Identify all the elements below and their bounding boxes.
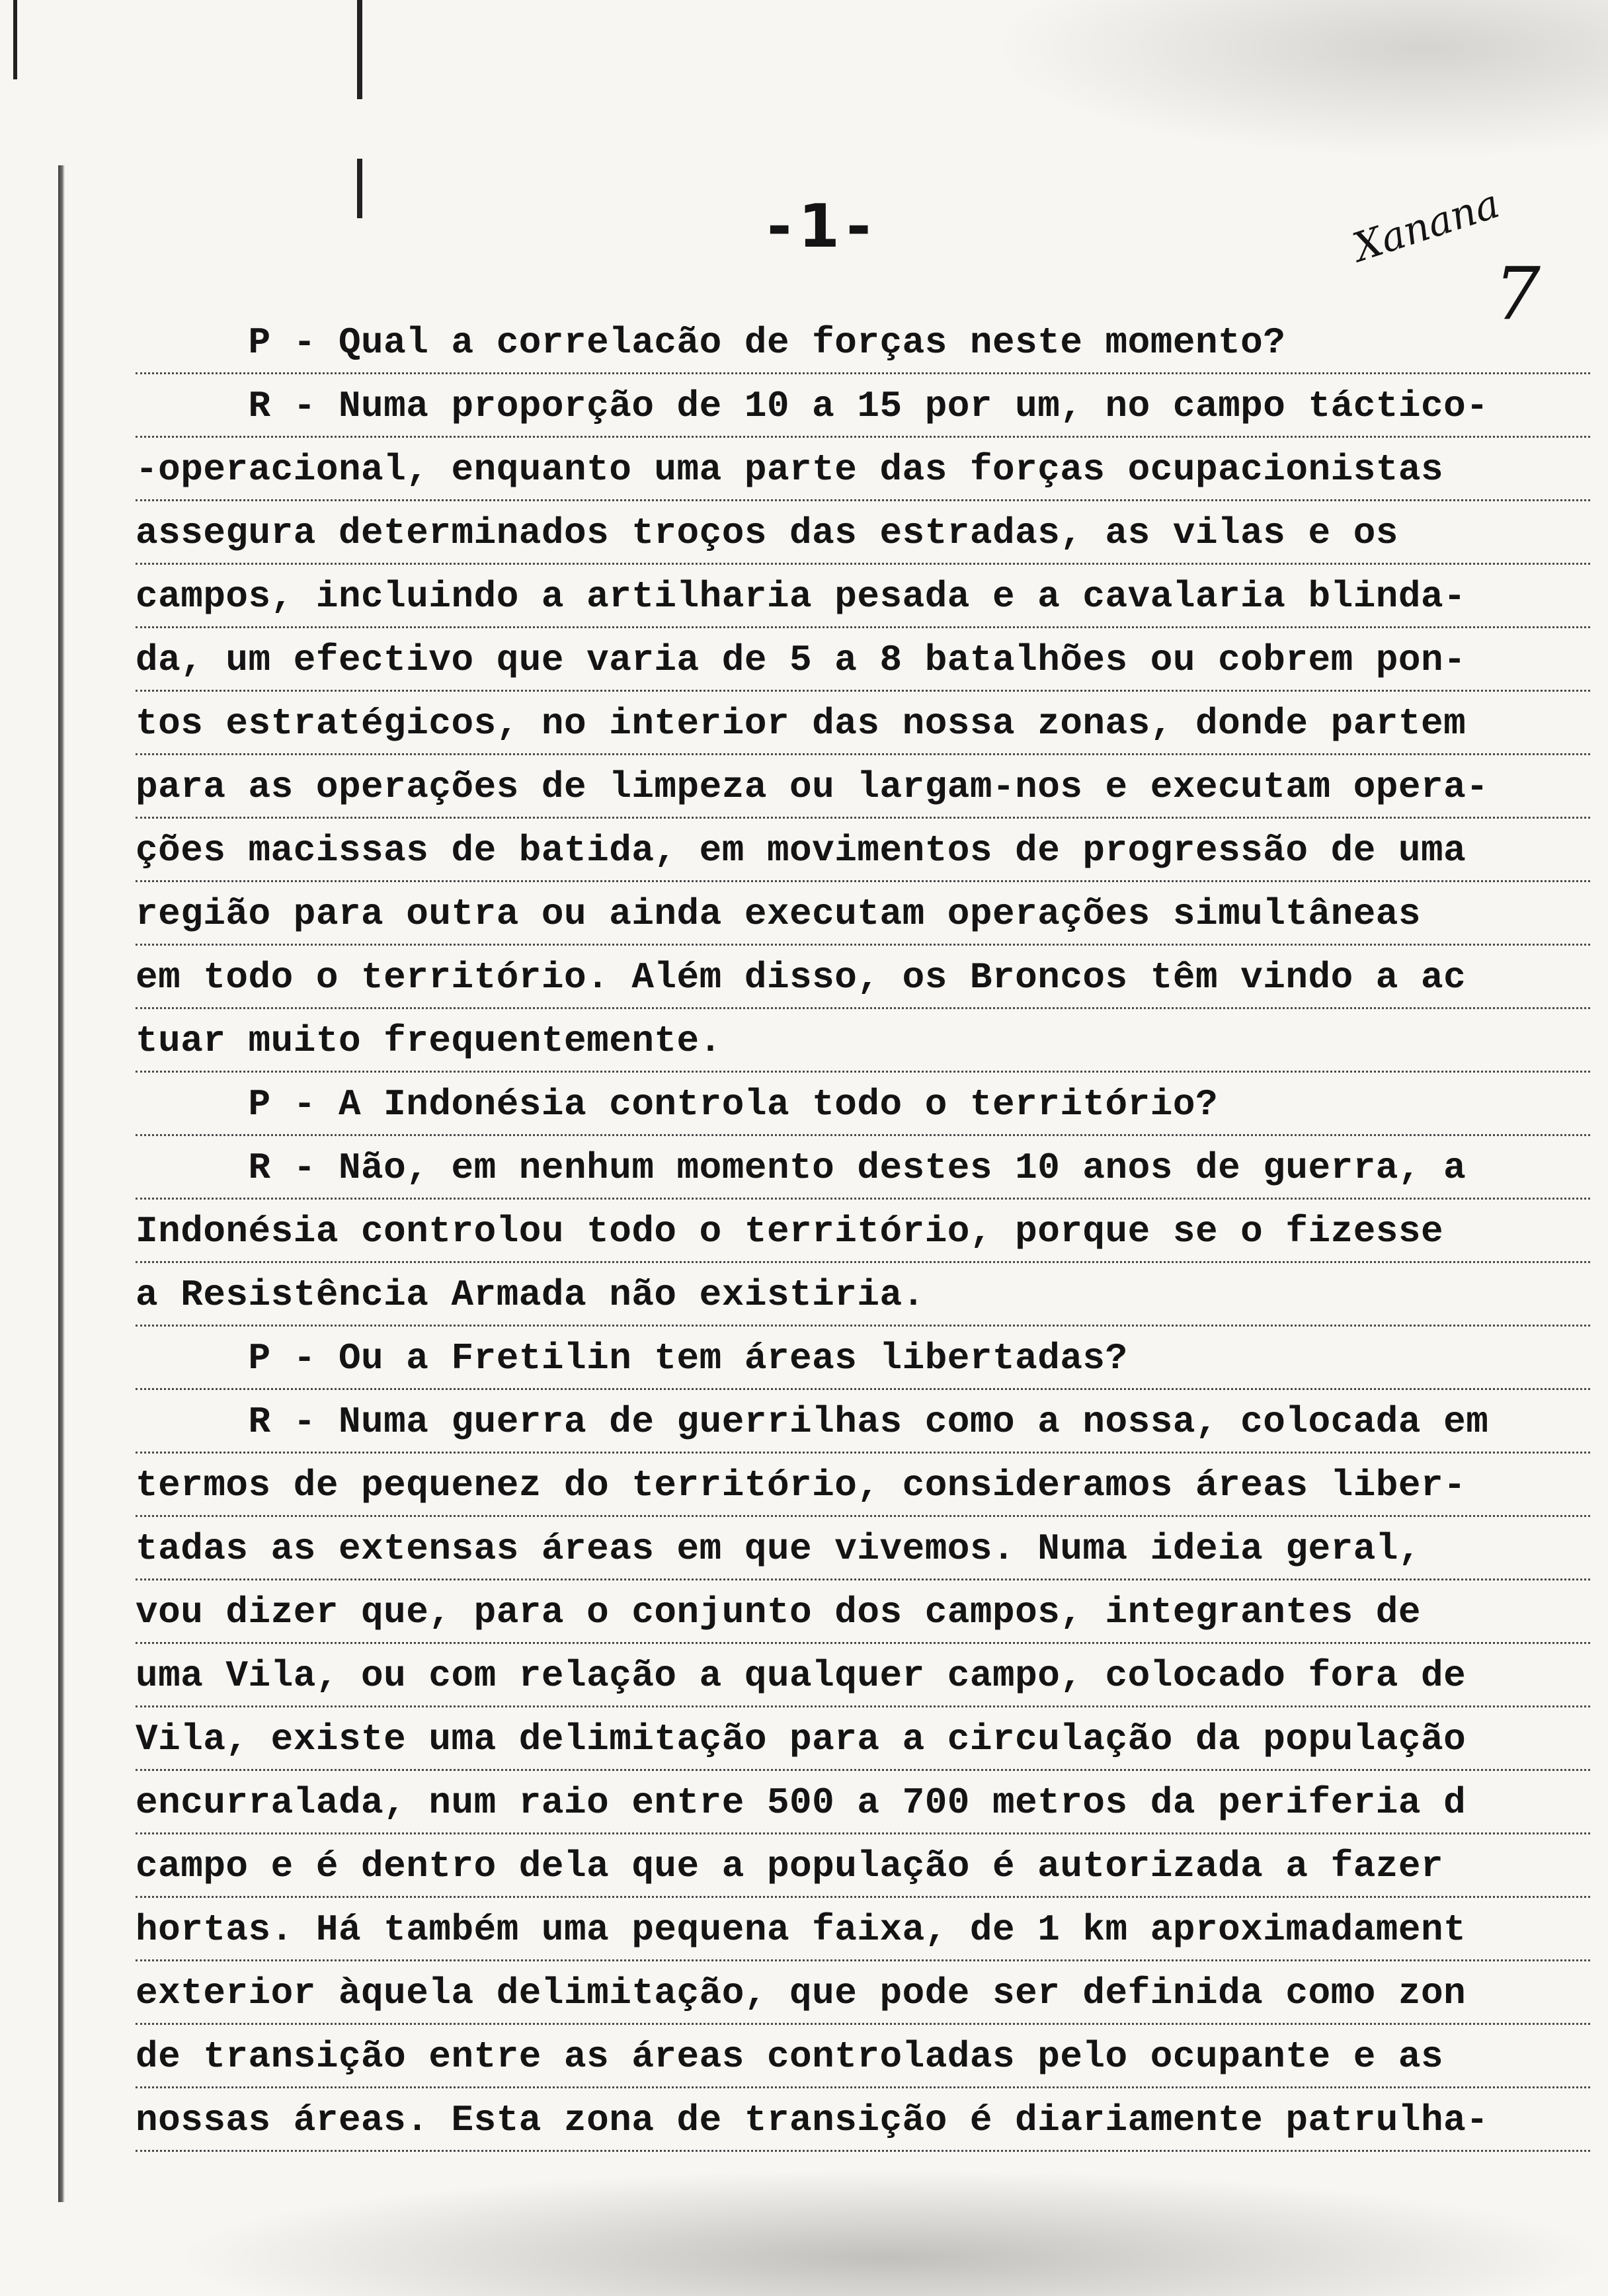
text-line: vou dizer que, para o conjunto dos campos, integrantes de — [136, 1580, 1590, 1644]
text-line: nossas áreas. Esta zona de transição é diariamente patrulha- — [136, 2088, 1590, 2152]
handwritten-number: 7 — [1494, 251, 1541, 336]
typed-body — [136, 311, 1590, 2152]
text-line: -operacional, enquanto uma parte das forças ocupacionistas — [136, 438, 1590, 501]
text-line: termos de pequenez do território, consideramos áreas liber- — [136, 1454, 1590, 1517]
text-line: assegura determinados troços das estradas, as vilas e os — [136, 501, 1590, 565]
text-line: R - Não, em nenhum momento destes 10 anos de guerra, a — [136, 1136, 1590, 1200]
text-line: R - Numa guerra de guerrilhas como a nossa, colocada em — [136, 1390, 1590, 1454]
text-line: ções macissas de batida, em movimentos de progressão de uma — [136, 819, 1590, 882]
scan-noise-top — [992, 0, 1608, 159]
binding-mark — [357, 159, 362, 218]
text-line: tadas as extensas áreas em que vivemos. Numa ideia geral, — [136, 1517, 1590, 1580]
text-line: tos estratégicos, no interior das nossa zonas, donde partem — [136, 692, 1590, 755]
binding-mark — [13, 0, 17, 79]
text-line: em todo o território. Além disso, os Broncos têm vindo a ac — [136, 946, 1590, 1009]
text-line: campo e é dentro dela que a população é autorizada a fazer — [136, 1834, 1590, 1898]
text-line: P - Qual a correlacão de forças neste momento? — [136, 311, 1590, 374]
text-line: hortas. Há também uma pequena faixa, de 1 km aproximadament — [136, 1898, 1590, 1961]
text-line: Vila, existe uma delimitação para a circulação da população — [136, 1707, 1590, 1771]
text-line: da, um efectivo que varia de 5 a 8 batalhões ou cobrem pon- — [136, 628, 1590, 692]
text-line: uma Vila, ou com relação a qualquer campo, colocado fora de — [136, 1644, 1590, 1707]
text-line: Indonésia controlou todo o território, porque se o fizesse — [136, 1200, 1590, 1263]
scan-noise-bottom — [172, 2169, 1608, 2296]
text-line: para as operações de limpeza ou largam-nos e executam opera- — [136, 755, 1590, 819]
text-line: P - A Indonésia controla todo o território? — [136, 1073, 1590, 1136]
handwritten-name: Xanana — [1347, 181, 1506, 271]
text-line: campos, incluindo a artilharia pesada e a cavalaria blinda- — [136, 565, 1590, 628]
handwritten-annotation — [1347, 181, 1567, 336]
text-line: região para outra ou ainda executam operações simultâneas — [136, 882, 1590, 946]
text-line: de transição entre as áreas controladas pelo ocupante e as — [136, 2025, 1590, 2088]
page-number: -1- — [767, 192, 878, 261]
text-line: encurralada, num raio entre 500 a 700 metros da periferia d — [136, 1771, 1590, 1834]
text-line: P - Ou a Fretilin tem áreas libertadas? — [136, 1327, 1590, 1390]
text-line: a Resistência Armada não existiria. — [136, 1263, 1590, 1327]
binding-mark — [357, 0, 362, 99]
text-line: exterior àquela delimitação, que pode ser definida como zon — [136, 1961, 1590, 2025]
text-line: R - Numa proporção de 10 a 15 por um, no campo táctico- — [136, 374, 1590, 438]
scan-edge-left — [58, 165, 65, 2202]
text-line: tuar muito frequentemente. — [136, 1009, 1590, 1073]
